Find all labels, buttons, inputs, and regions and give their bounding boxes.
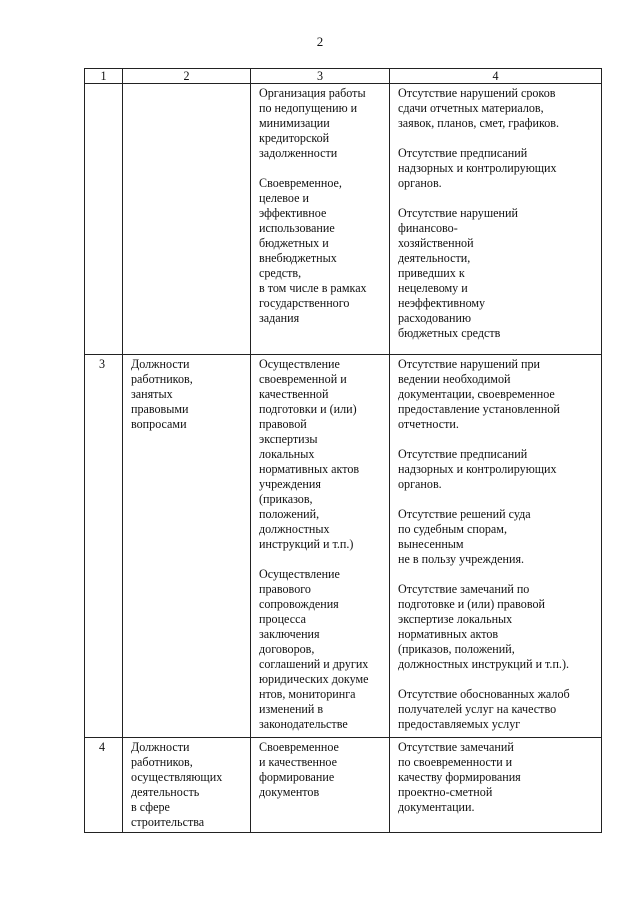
criterion-text: Отсутствие решений суда по судебным спорам, вынесенным не в пользу учреждения. [398, 507, 531, 566]
table-row [85, 738, 602, 833]
criterion-text: Отсутствие обоснованных жалоб получателей услуг на качество предоставляемых услуг [398, 687, 570, 731]
criteria-cell [390, 738, 602, 833]
functions-cell [251, 355, 390, 738]
criterion-text: Отсутствие нарушений финансово- хозяйственной деятельности, приведших к нецелевому и неэффективному расходованию бюджетных средств [398, 206, 518, 340]
function-text: Своевременное, целевое и эффективное использование бюджетных и внебюджетных средств, в том числе в рамках государственного задания [259, 176, 367, 325]
header-cell-2: 2 [123, 69, 251, 84]
criteria-cell [390, 84, 602, 355]
function-text: Осуществление своевременной и качественной подготовки и (или) правовой экспертизы локальных нормативных актов учреждения (приказов, положений, должностных инструкций и т.п.) [259, 357, 360, 551]
table-row [85, 84, 602, 355]
row-number-cell [85, 84, 123, 355]
criterion-text: Отсутствие предписаний надзорных и контролирующих органов. [398, 146, 557, 190]
row-number: 4 [99, 740, 106, 754]
position-cell [123, 84, 251, 355]
page-number: 2 [316, 34, 324, 49]
position-cell [123, 355, 251, 738]
functions-cell [251, 84, 390, 355]
position-text: Должности работников, осуществляющих деятельность в сфере строительства [131, 740, 223, 829]
position-text: Должности работников, занятых правовыми вопросами [131, 357, 193, 431]
criteria-table [84, 68, 602, 833]
row-number: 3 [99, 357, 106, 371]
function-text: Осуществление правового сопровождения процесса заключения договоров, соглашений и других юридических докуме нтов, мониторинга изменений в законодательстве [259, 567, 369, 731]
table-row [85, 355, 602, 738]
criterion-text: Отсутствие замечаний по подготовке и (или) правовой экспертизе локальных нормативных актов (приказов, положений, должностных инструкций и т.п.). [398, 582, 570, 671]
criterion-text: Отсутствие нарушений при ведении необходимой документации, своевременное предоставление установленной отчетности. [398, 357, 560, 431]
function-text: Организация работы по недопущению и минимизации кредиторской задолженности [259, 86, 366, 160]
row-number-cell [85, 738, 123, 833]
functions-cell [251, 738, 390, 833]
criterion-text: Отсутствие замечаний по своевременности и качеству формирования проектно-сметной документации. [398, 740, 521, 814]
header-cell-3: 3 [251, 69, 390, 84]
criteria-cell [390, 355, 602, 738]
position-cell [123, 738, 251, 833]
header-cell-4: 4 [390, 69, 602, 84]
header-cell-1: 1 [85, 69, 123, 84]
header-row [85, 69, 602, 84]
criterion-text: Отсутствие нарушений сроков сдачи отчетных материалов, заявок, планов, смет, графиков. [398, 86, 559, 130]
row-number-cell [85, 355, 123, 738]
criterion-text: Отсутствие предписаний надзорных и контролирующих органов. [398, 447, 557, 491]
function-text: Своевременное и качественное формирование документов [259, 740, 339, 799]
